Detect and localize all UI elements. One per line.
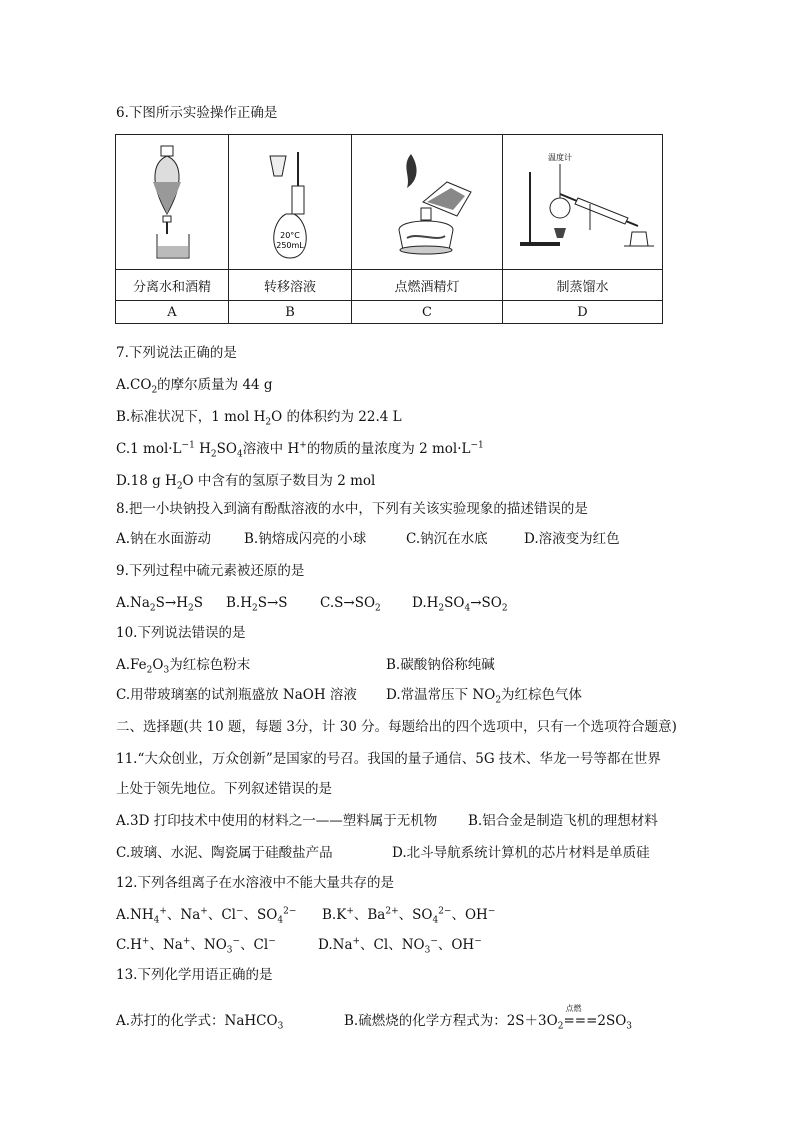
flask-label-2: 250mL — [276, 241, 304, 250]
q12-option-a: $A.NH_4^+$、Na+、Cl−、$SO_4^{2-}$ — [116, 906, 297, 926]
panel-c-caption: 点燃酒精灯 — [352, 270, 503, 301]
q9-option-c: $C.S\to SO_2$ — [320, 595, 381, 614]
q12-stem: 12.下列各组离子在水溶液中不能大量共存的是 — [116, 875, 394, 891]
q13-option-b: B.硫燃烧的化学方程式为：$2S+3O_2$ 点燃 $===2SO_3$ — [344, 1012, 632, 1030]
panel-d-image — [503, 135, 663, 270]
panel-c-letter: C — [352, 301, 503, 324]
q7-option-d: D.18 g $H_2O$ 中含有的氢原子数目为 2 mol — [116, 473, 376, 492]
q12-option-d: D.Na+、Cl、$NO_3^-$、OH− — [318, 936, 482, 956]
q8-option-c: C.钠沉在水底 — [406, 531, 488, 547]
distillation-apparatus-icon — [508, 142, 658, 262]
q11-option-d: D.北斗导航系统计算机的芯片材料是单质硅 — [392, 845, 650, 861]
q12-option-c: C.H+、Na+、$NO_3^-$、Cl− — [116, 936, 276, 956]
flask-label-1: 20°C — [280, 231, 300, 240]
section-2-heading: 二、选择题(共 10 题，每题 3分，计 30 分。每题给出的四个选项中，只有一个选项符合题意) — [116, 719, 677, 735]
q9-option-d: $D.H_2SO_4\to SO_2$ — [412, 595, 508, 614]
q8-option-b: B.钠熔成闪亮的小球 — [244, 531, 367, 547]
q11-option-a: A.3D 打印技术中使用的材料之一——塑料属于无机物 — [116, 813, 438, 829]
q6-stem: 6.下图所示实验操作正确是 — [116, 105, 278, 121]
panel-d-caption: 制蒸馏水 — [503, 270, 663, 301]
q7-option-b: B.标准状况下，1 mol $H_2O$ 的体积约为 22.4 L — [116, 409, 402, 428]
q9-option-a: $A.Na_2S\to H_2S$ — [116, 595, 203, 614]
q12-option-b: B.K+、$Ba^{2+}$、$SO_4^{2-}$、OH− — [322, 906, 496, 926]
volumetric-flask-icon — [240, 142, 340, 262]
q9-stem: 9.下列过程中硫元素被还原的是 — [116, 563, 305, 579]
q8-option-d: D.溶液变为红色 — [524, 531, 620, 547]
panel-d-letter: D — [503, 301, 663, 324]
q11-stem-line-1: 11.“大众创业，万众创新”是国家的号召。我国的量子通信、5G 技术、华龙一号等都在世界 — [116, 751, 661, 767]
reaction-condition: 点燃 — [565, 1004, 582, 1013]
alcohol-lamp-icon — [367, 142, 487, 262]
panel-a-image — [116, 135, 229, 270]
q7-option-c: C.1 $mol\cdot L^{-1}$ $H_2SO_4$溶液中 H+的物质的量浓度为 2 $mol\cdot L^{-1}$ — [116, 440, 484, 460]
q8-option-a: A.钠在水面游动 — [116, 531, 212, 547]
q13-stem: 13.下列化学用语正确的是 — [116, 967, 273, 983]
q8-stem: 8.把一小块钠投入到滴有酚酞溶液的水中，下列有关该实验现象的描述错误的是 — [116, 501, 588, 517]
panel-b-caption: 转移溶液 — [229, 270, 352, 301]
q11-stem-line-2: 上处于领先地位。下列叙述错误的是 — [116, 781, 332, 797]
panel-b-image — [229, 135, 352, 270]
separatory-funnel-icon — [127, 142, 217, 262]
q10-option-c: C.用带玻璃塞的试剂瓶盛放 NaOH 溶液 — [116, 687, 357, 703]
q11-option-c: C.玻璃、水泥、陶瓷属于硅酸盐产品 — [116, 845, 333, 861]
panel-b-letter: B — [229, 301, 352, 324]
q7-stem: 7.下列说法正确的是 — [116, 345, 237, 361]
q9-option-b: $B.H_2S\to S$ — [226, 595, 288, 614]
panel-a-letter: A — [116, 301, 229, 324]
q6-figure-table — [115, 134, 663, 324]
q10-stem: 10.下列说法错误的是 — [116, 625, 246, 641]
panel-c-image — [352, 135, 503, 270]
thermometer-label: 温度计 — [547, 153, 572, 162]
q10-option-d: D.常温常压下 $NO_2$为红棕色气体 — [386, 687, 583, 706]
q10-option-b: B.碳酸钠俗称纯碱 — [386, 657, 495, 673]
q7-option-a: $A.CO_2$的摩尔质量为 44 g — [116, 377, 273, 396]
q13-option-a: A.苏打的化学式：NaHCO$_3$ — [116, 1013, 284, 1032]
panel-a-caption: 分离水和酒精 — [116, 270, 229, 301]
q10-option-a: $A.Fe_2O_3$为红棕色粉末 — [116, 657, 251, 676]
q11-option-b: B.铝合金是制造飞机的理想材料 — [468, 813, 658, 829]
